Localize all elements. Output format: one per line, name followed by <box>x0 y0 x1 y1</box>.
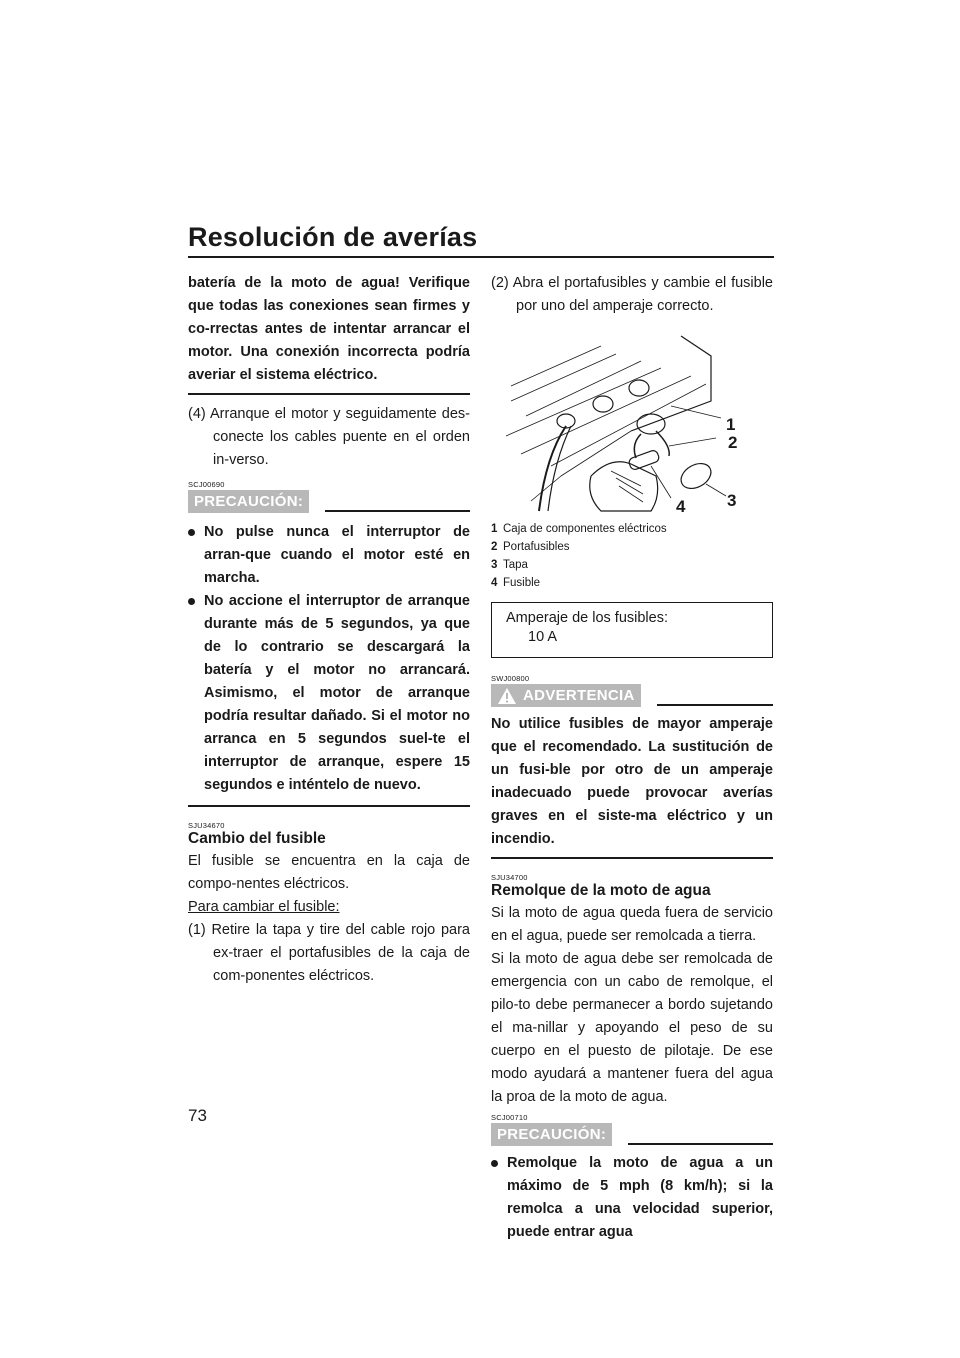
page-title: Resolución de averías <box>188 222 478 252</box>
fuse-section-heading: Cambio del fusible <box>188 830 326 847</box>
callout-1: 1 <box>726 415 736 434</box>
bullet-icon <box>188 598 195 605</box>
caution-label-row <box>188 490 470 513</box>
warning-code: SWJ00800 <box>491 674 530 683</box>
caption-item: 2 Portafusibles <box>491 541 570 553</box>
caution-item: No accione el interruptor de arranque durante más de 5 segundos, ya que de lo contrario se descargará la batería y el motor no arrancará. Asimismo, el motor de arranque podría resultar dañado. Si el motor no arranca en 5 segundos suel-te el interruptor de arranque, espere 15 segundos e inténtelo de nuevo. <box>188 590 470 797</box>
section-code: SJU34670 <box>188 821 225 830</box>
warning-label-box <box>491 684 641 707</box>
left-column <box>188 272 470 988</box>
fuse-illustration <box>491 326 773 516</box>
warning-triangle-icon <box>497 687 517 705</box>
caution-label: PRECAUCIÓN: <box>188 490 309 513</box>
tow-paragraph-2: Si la moto de agua debe ser remolcada de emergencia con un cabo de remolque, el pilo-to debe permanecer a bordo sujetando el ma-nillar y apoyando el peso de su cuerpo en el puesto de pilotaje. De ese modo ayudará a mantener fuera del agua la proa de la moto de agua. <box>491 951 773 1105</box>
fuse-subheading: Para cambiar el fusible: <box>188 899 340 915</box>
section-code: SJU34700 <box>491 873 528 882</box>
step-4: (4) Arranque el motor y seguidamente des-conecte los cables puente en el orden in-verso. <box>188 406 470 468</box>
warning-rule <box>657 704 773 706</box>
fuse-amperage-spec <box>491 602 773 658</box>
caution-label-row <box>491 1123 773 1146</box>
step-2: (2) Abra el portafusibles y cambie el fusible por uno del amperaje correcto. <box>491 275 773 314</box>
warning-label-row <box>491 684 773 707</box>
section-divider <box>188 393 470 395</box>
caption-item: 1 Caja de componentes eléctricos <box>491 523 667 535</box>
callout-2: 2 <box>728 433 738 452</box>
tow-section-heading: Remolque de la moto de agua <box>491 882 711 899</box>
spec-value: 10 A <box>528 629 558 645</box>
caution-code: SCJ00690 <box>188 480 225 489</box>
warning-label: ADVERTENCIA <box>523 687 635 704</box>
caution-rule <box>325 510 470 512</box>
figure-caption-list <box>491 520 773 592</box>
step-1: (1) Retire la tapa y tire del cable rojo para ex-traer el portafusibles de la caja de com-ponentes eléctricos. <box>188 922 470 984</box>
caution-rule <box>628 1143 773 1145</box>
page-number: 73 <box>188 1106 207 1125</box>
fuse-section-body: El fusible se encuentra en la caja de compo-nentes eléctricos. <box>188 853 470 892</box>
right-column <box>491 272 773 1244</box>
caption-item: 4 Fusible <box>491 577 541 589</box>
section-divider <box>491 857 773 859</box>
caution-list <box>188 521 470 797</box>
bullet-icon <box>188 529 195 536</box>
callout-3: 3 <box>727 491 737 510</box>
section-divider <box>188 805 470 807</box>
caption-item: 3 Tapa <box>491 559 528 571</box>
caution-item: No pulse nunca el interruptor de arran-que cuando el motor esté en marcha. <box>188 521 470 590</box>
bullet-icon <box>491 1160 498 1167</box>
title-rule <box>188 256 774 258</box>
intro-warning-text: batería de la moto de agua! Verifique que todas las conexiones sean firmes y co-rrectas antes de intentar arrancar el motor. Una conexión incorrecta podría averiar el sistema eléctrico. <box>188 275 470 383</box>
caution-item: Remolque la moto de agua a un máximo de 5 mph (8 km/h); si la remolca a una velocidad superior, puede entrar agua <box>491 1152 773 1244</box>
callout-4: 4 <box>676 497 686 516</box>
warning-text: No utilice fusibles de mayor amperaje que el recomendado. La sustitución de un fusi-ble por otro de un amperaje inadecuado puede provocar averías graves en el siste-ma eléctrico y un incendio. <box>491 716 773 847</box>
tow-paragraph-1: Si la moto de agua queda fuera de servicio en el agua, puede ser remolcada a tierra. <box>491 905 773 944</box>
caution-code: SCJ00710 <box>491 1113 528 1122</box>
caution-label: PRECAUCIÓN: <box>491 1123 612 1146</box>
spec-label: Amperaje de los fusibles: <box>506 610 668 626</box>
fuse-box-drawing <box>491 326 773 516</box>
